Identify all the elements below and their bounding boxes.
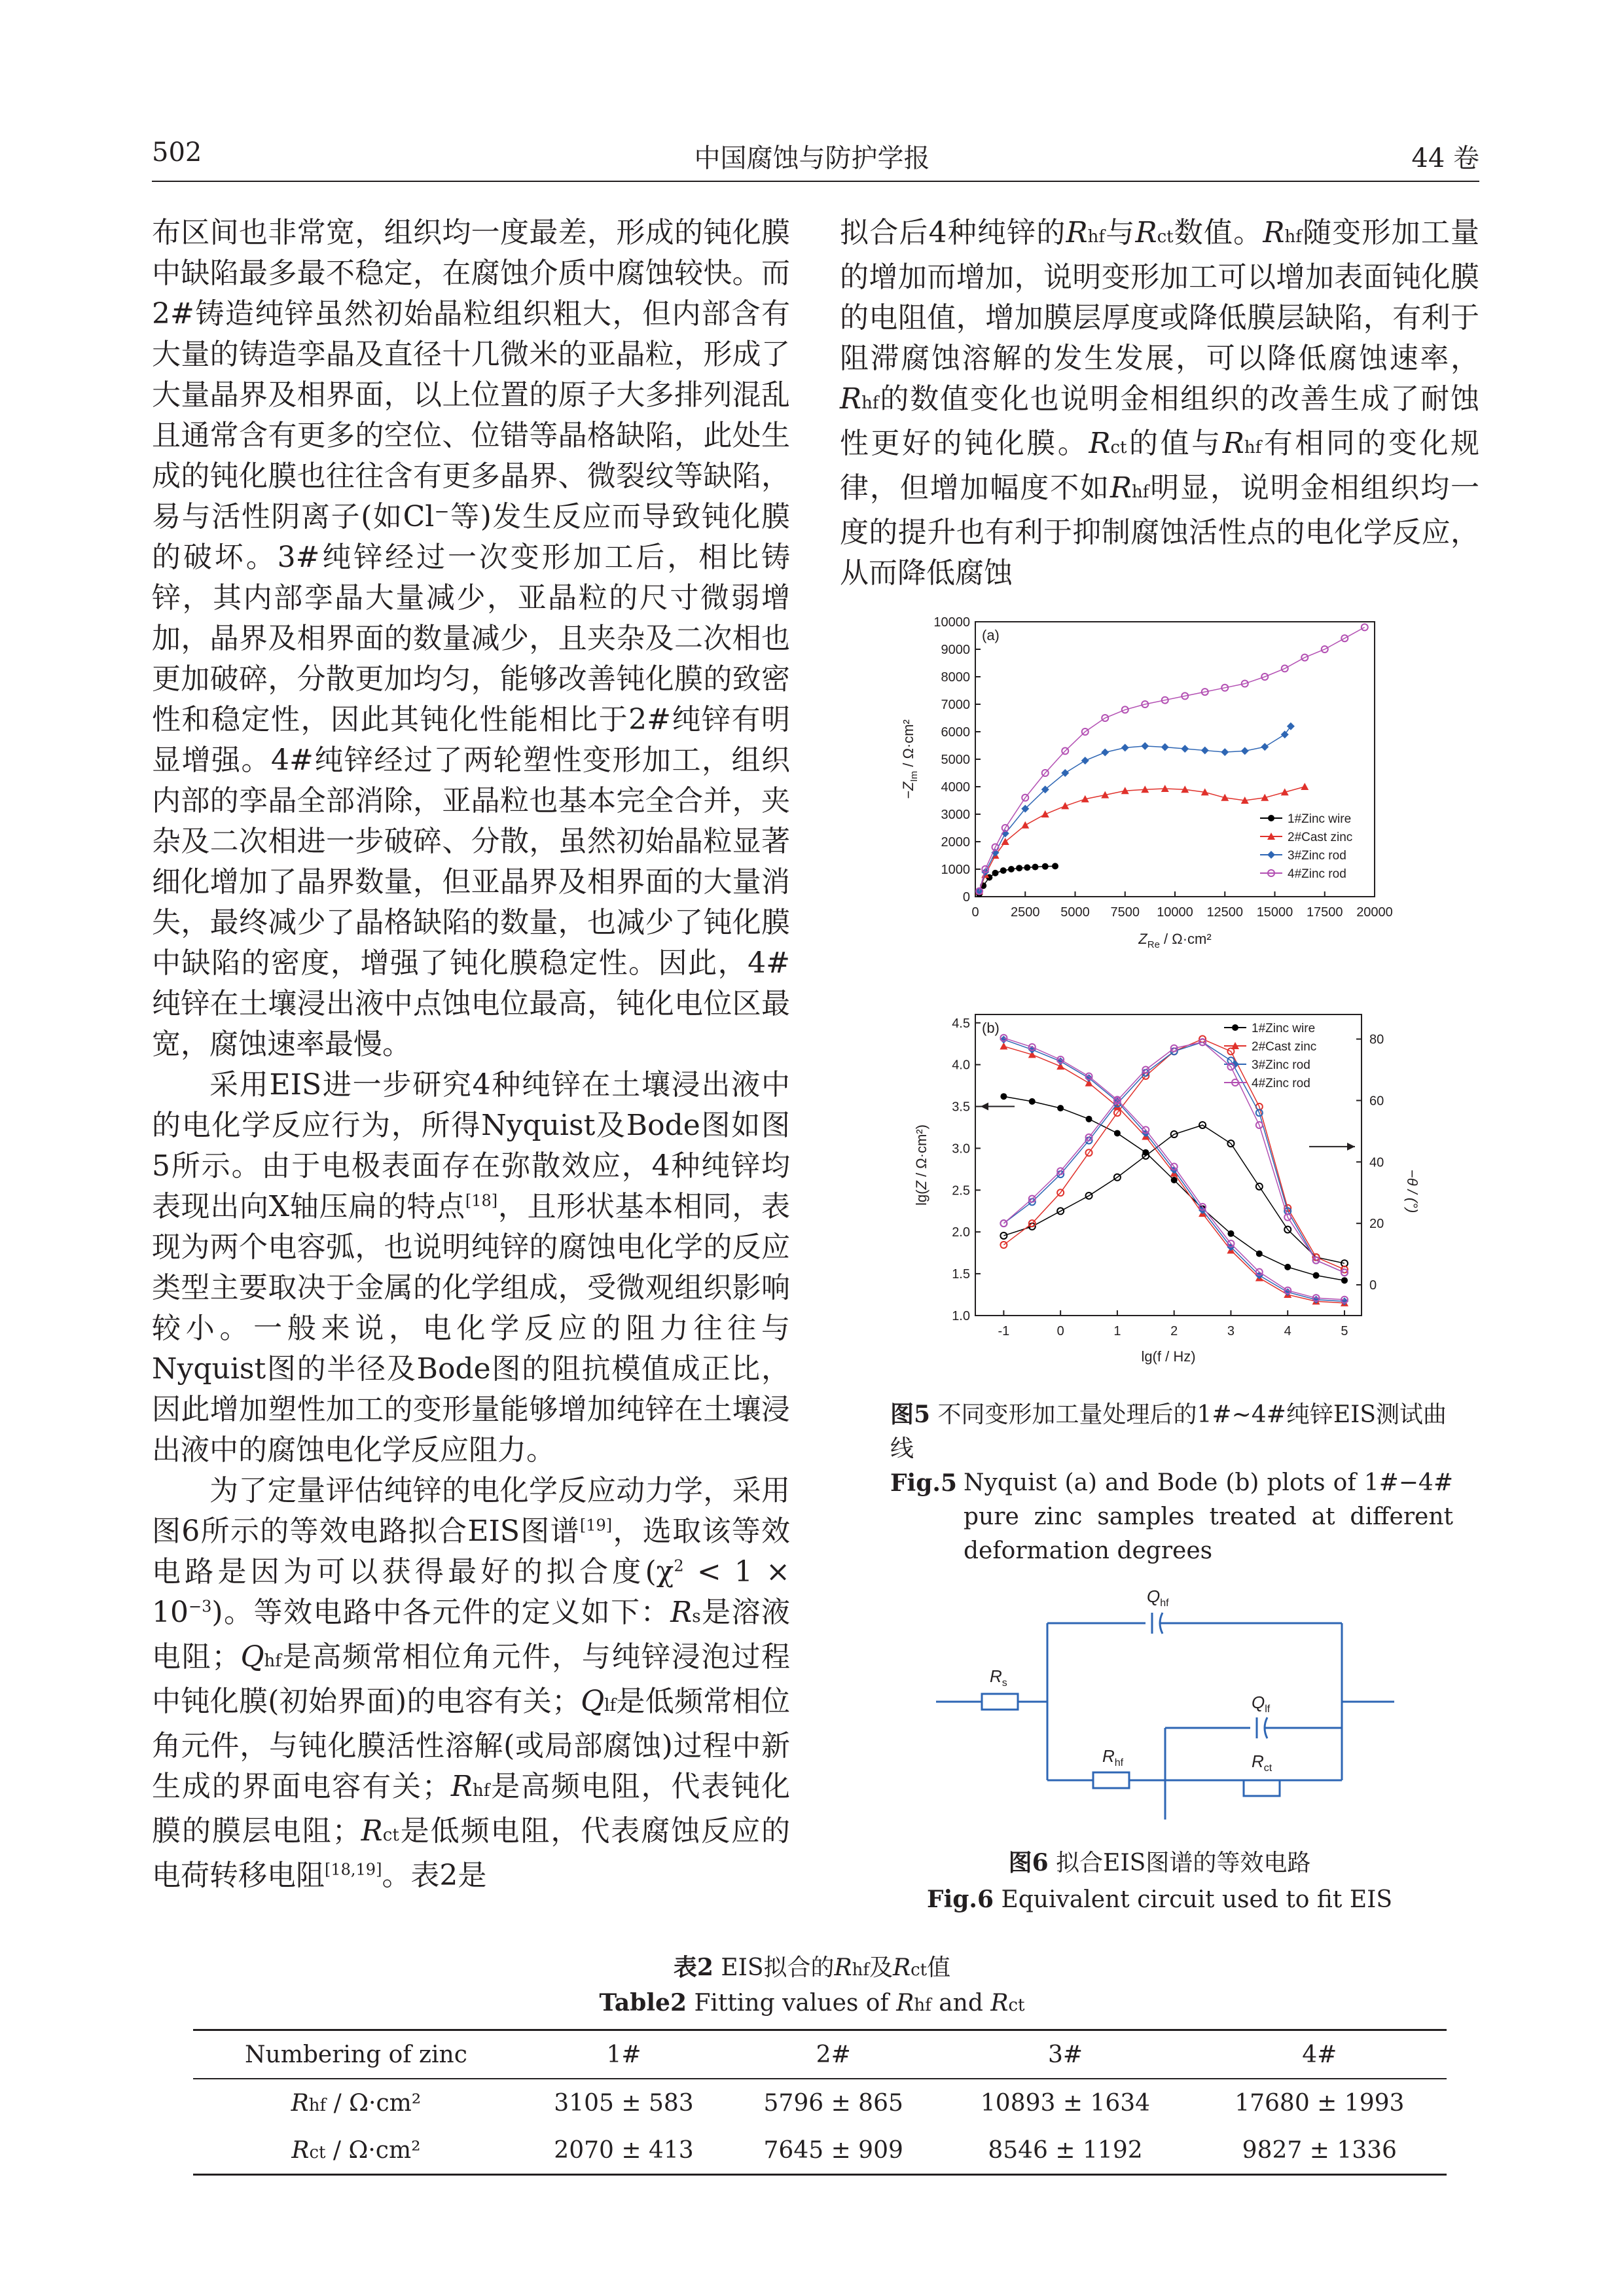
data-point <box>1061 802 1069 809</box>
y-axis-label: $-Z_{Im} / \Omega\cdot cm^2$ <box>900 719 920 799</box>
data-point <box>1042 863 1049 870</box>
x-tick-label: 2 <box>1170 1324 1178 1338</box>
x-tick-label: 7500 <box>1110 905 1140 920</box>
bode-chart <box>877 995 1453 1374</box>
equivalent-circuit <box>936 1584 1434 1820</box>
legend-label: 4#Zinc rod <box>1288 867 1346 881</box>
data-point <box>1181 745 1189 753</box>
x-tick-label: 17500 <box>1306 905 1343 920</box>
x-tick-label: 0 <box>971 905 979 920</box>
legend-label: 3#Zinc rod <box>1288 849 1346 863</box>
x-tick-label: 15000 <box>1256 905 1293 920</box>
left-axis-arrowhead <box>981 1103 988 1111</box>
y-tick-label: 2.5 <box>952 1183 970 1198</box>
data-point <box>1081 757 1089 764</box>
lgz-point <box>1057 1105 1064 1111</box>
y-tick-label: 0 <box>962 890 970 905</box>
series-line <box>979 787 1305 891</box>
y-tick-label: 3.0 <box>952 1141 970 1157</box>
y-tick-label: 7000 <box>941 698 970 712</box>
phase-point <box>1000 1220 1007 1227</box>
phase-line <box>1003 1125 1344 1263</box>
y-tick-label: 4.5 <box>952 1016 970 1031</box>
x-tick-label: 12500 <box>1206 905 1244 920</box>
data-point <box>1101 749 1109 757</box>
y-tick-label: 8000 <box>941 670 970 685</box>
lgz-point <box>1000 1093 1007 1100</box>
table2-title-en: Table2 Fitting values of Rhf and Rct <box>599 1989 1025 2017</box>
x-tick-label: 20000 <box>1356 905 1393 920</box>
x-tick-label: 5 <box>1341 1324 1348 1338</box>
lgz-point <box>1114 1130 1121 1136</box>
legend-label: 2#Cast zinc <box>1288 831 1353 844</box>
y-axis-label: lg(Z / Ω·cm²) <box>913 1124 929 1206</box>
lgz-point <box>1086 1116 1092 1122</box>
lgz-point <box>1256 1250 1263 1257</box>
y-tick-label: 4000 <box>941 780 970 795</box>
data-point <box>1000 867 1007 874</box>
y-tick-label: 9000 <box>941 643 970 657</box>
page-number: 502 <box>152 137 202 168</box>
series-2 <box>975 783 1308 895</box>
table2 <box>193 2029 1447 2176</box>
left-column <box>152 213 790 1896</box>
lgz-point <box>1313 1272 1320 1279</box>
legend-label: 3#Zinc rod <box>1252 1058 1310 1072</box>
nyquist-chart <box>877 602 1401 969</box>
qhf-label: $Q_{hf}$ <box>1147 1587 1169 1609</box>
right-column <box>840 213 1479 594</box>
series-1 <box>1000 1093 1348 1283</box>
y2-tick-label: 0 <box>1369 1278 1377 1293</box>
data-point <box>1221 748 1229 756</box>
data-point <box>1052 863 1058 869</box>
fig5-caption-en: Fig.5 Nyquist (a) and Bode (b) plots of 1#−4# pure zinc samples treated at different deformation degrees <box>890 1469 1453 1564</box>
lgz-point <box>1284 1264 1291 1270</box>
table-row: Rhf / Ω·cm² 3105 ± 583 5796 ± 865 10893 ± 1634 17680 ± 1993 <box>291 2089 1405 2117</box>
paragraph: 拟合后4种纯锌的Rhf与Rct数值。Rhf随变形加工量的增加而增加，说明变形加工可以增加表面钝化膜的电阻值，增加膜层厚度或降低膜层缺陷，有利于阻滞腐蚀溶解的发生发展，可以降低腐蚀速率，Rhf的数值变化也说明金相组织的改善生成了耐蚀性更好的钝化膜。Rct的值与Rhf有相同的变化规律，但增加幅度不如Rhf明显，说明金相组织均一度的提升也有利于抑制腐蚀活性点的电化学反应，从而降低腐蚀 <box>840 216 1480 590</box>
lgz-point <box>1227 1230 1234 1237</box>
lgz-point <box>1341 1277 1348 1283</box>
paragraph: 采用EIS进一步研究4种纯锌在土壤浸出液中的电化学反应行为，所得Nyquist及Bode图如图5所示。由于电极表面存在弥散效应，4种纯锌均表现出向X轴压扁的特点[18]，且形状基本相同，表现为两个电容弧，也说明纯锌的腐蚀电化学的反应类型主要取决于金属的化学组成，受微观组织影响较小。一般来说，电化学反应的阻力往往与Nyquist图的半径及Bode图的阻抗模值成正比，因此增加塑性加工的变形量能够增加纯锌在土壤浸出液中的腐蚀电化学反应阻力。 <box>152 1068 790 1467</box>
x-axis-label: $Z_{Re} / \Omega\cdot cm^2$ <box>1138 931 1212 950</box>
table-header-row: Numbering of zinc 1# 2# 3# 4# <box>193 2030 1447 2079</box>
x-tick-label: 10000 <box>1157 905 1193 920</box>
header-rule <box>152 181 1479 182</box>
data-point <box>1201 747 1209 755</box>
citation: [18] <box>465 1191 498 1210</box>
journal-title: 中国腐蚀与防护学报 <box>694 143 930 173</box>
legend-marker <box>1267 851 1275 859</box>
rs-label: $R_s$ <box>990 1666 1007 1689</box>
table-row: Rct / Ω·cm² 2070 ± 413 7645 ± 909 8546 ± 1192 9827 ± 1336 <box>193 2126 1447 2175</box>
rct-label: $R_{ct}$ <box>1252 1751 1272 1774</box>
fig6-caption-zh: 图6 拟合EIS图谱的等效电路 <box>1008 1849 1311 1876</box>
fig6-caption-en: Fig.6 Equivalent circuit used to fit EIS <box>927 1886 1392 1913</box>
qlf-label: $Q_{lf}$ <box>1252 1693 1271 1715</box>
data-point <box>1021 821 1029 829</box>
legend-label: 2#Cast zinc <box>1252 1040 1317 1054</box>
volume-number: 44 卷 <box>1411 143 1479 173</box>
y-tick-label: 1.0 <box>952 1309 970 1323</box>
data-point <box>1261 743 1269 751</box>
phase-point <box>1000 1242 1007 1248</box>
x-tick-label: 3 <box>1227 1324 1235 1338</box>
y2-axis-label: −θ / (°) <box>1404 1169 1420 1213</box>
legend-label: 1#Zinc wire <box>1288 812 1352 826</box>
y-tick-label: 1000 <box>941 863 970 877</box>
panel-label: (a) <box>982 627 1000 643</box>
lgz-point <box>1029 1098 1036 1105</box>
lgz-point <box>1171 1177 1178 1183</box>
data-point <box>1301 783 1308 790</box>
data-point <box>1008 866 1015 872</box>
data-point <box>1024 864 1030 870</box>
data-point <box>1281 730 1289 738</box>
data-point <box>1032 864 1039 870</box>
x-tick-label: 5000 <box>1060 905 1090 920</box>
data-point <box>1016 865 1022 871</box>
data-point <box>1161 744 1169 751</box>
citation: [19] <box>579 1516 613 1535</box>
x-tick-label: 2500 <box>1011 905 1040 920</box>
legend-marker <box>1268 815 1274 821</box>
legend-marker <box>1232 1024 1238 1031</box>
data-point <box>1041 810 1049 817</box>
y-tick-label: 2000 <box>941 835 970 850</box>
paragraph: 布区间也非常宽，组织均一度最差，形成的钝化膜中缺陷最多最不稳定，在腐蚀介质中腐蚀较快。而2#铸造纯锌虽然初始晶粒组织粗大，但内部含有大量的铸造孪晶及直径十几微米的亚晶粒，形成了大量晶界及相界面，以上位置的原子大多排列混乱且通常含有更多的空位、位错等晶格缺陷，此处生成的钝化膜也往往含有更多晶界、微裂纹等缺陷，易与活性阴离子(如Cl⁻等)发生反应而导致钝化膜的破坏。3#纯锌经过一次变形加工后，相比铸锌，其内部孪晶大量减少，亚晶粒的尺寸微弱增加，晶界及相界面的数量减少，且夹杂及二次相也更加破碎，分散更加均匀，能够改善钝化膜的致密性和稳定性，因此其钝化性能相比于2#纯锌有明显增强。4#纯锌经过了两轮塑性变形加工，组织内部的孪晶全部消除，亚晶粒也基本完全合并，夹杂及二次相进一步破碎、分散，虽然初始晶粒显著细化增加了晶界数量，但亚晶界及相界面的大量消失，最终减少了晶格缺陷的数量，也减少了钝化膜中缺陷的密度，增强了钝化膜稳定性。因此，4#纯锌在土壤浸出液中点蚀电位最高，钝化电位区最宽，腐蚀速率最慢。 <box>152 216 790 1061</box>
data-point <box>1121 744 1129 751</box>
panel-label: (b) <box>982 1020 1000 1036</box>
y-tick-label: 2.0 <box>952 1225 970 1240</box>
y-tick-label: 3000 <box>941 808 970 822</box>
lgz-line <box>1003 1096 1344 1280</box>
y2-tick-label: 40 <box>1369 1155 1384 1170</box>
y-tick-label: 6000 <box>941 725 970 740</box>
y-tick-label: 4.0 <box>952 1058 970 1073</box>
y2-tick-label: 20 <box>1369 1217 1384 1232</box>
legend-label: 1#Zinc wire <box>1252 1022 1316 1035</box>
x-tick-label: 0 <box>1056 1324 1064 1338</box>
data-point <box>992 870 999 876</box>
paragraph: 为了定量评估纯锌的电化学反应动力学，采用图6所示的等效电路拟合EIS图谱[19]，选取该等效电路是因为可以获得最好的拟合度$(\chi^2 < 1 \times 10^{-3})$。等效电路中各元件的定义如下：Rs是溶液电阻；Qhf是高频常相位角元件，与纯锌浸泡过程中钝化膜(初始界面)的电容有关；Qlf是低频常相位角元件，与钝化膜活性溶解(或局部腐蚀)过程中新生成的界面电容有关；Rhf是高频电阻，代表钝化膜的膜层电阻；Rct是低频电阻，代表腐蚀反应的电荷转移电阻[18,19]。表2是 <box>152 1474 791 1892</box>
y-tick-label: 1.5 <box>952 1267 970 1282</box>
phase-point <box>1000 1232 1007 1239</box>
table2-title-zh: 表2 EIS拟合的Rhf及Rct值 <box>673 1954 951 1981</box>
legend-label: 4#Zinc rod <box>1252 1077 1310 1090</box>
citation: [18,19] <box>325 1860 382 1879</box>
y2-tick-label: 60 <box>1369 1094 1384 1109</box>
x-tick-label: 1 <box>1113 1324 1121 1338</box>
data-point <box>1287 723 1295 730</box>
y-tick-label: 5000 <box>941 753 970 767</box>
x-tick-label: -1 <box>998 1324 1010 1338</box>
x-tick-label: 4 <box>1284 1324 1291 1338</box>
y2-tick-label: 80 <box>1369 1032 1384 1047</box>
y-tick-label: 3.5 <box>952 1100 970 1115</box>
x-axis-label: lg(f / Hz) <box>1141 1348 1196 1365</box>
rhf-label: $R_{hf}$ <box>1102 1746 1124 1768</box>
series-3 <box>975 723 1295 895</box>
y-tick-label: 10000 <box>933 615 970 630</box>
data-point <box>1141 742 1149 750</box>
right-axis-arrowhead <box>1347 1143 1355 1151</box>
data-point <box>1241 747 1249 755</box>
fig5-caption-zh: 图5 不同变形加工量处理后的1#~4#纯锌EIS测试曲线 <box>890 1401 1447 1462</box>
